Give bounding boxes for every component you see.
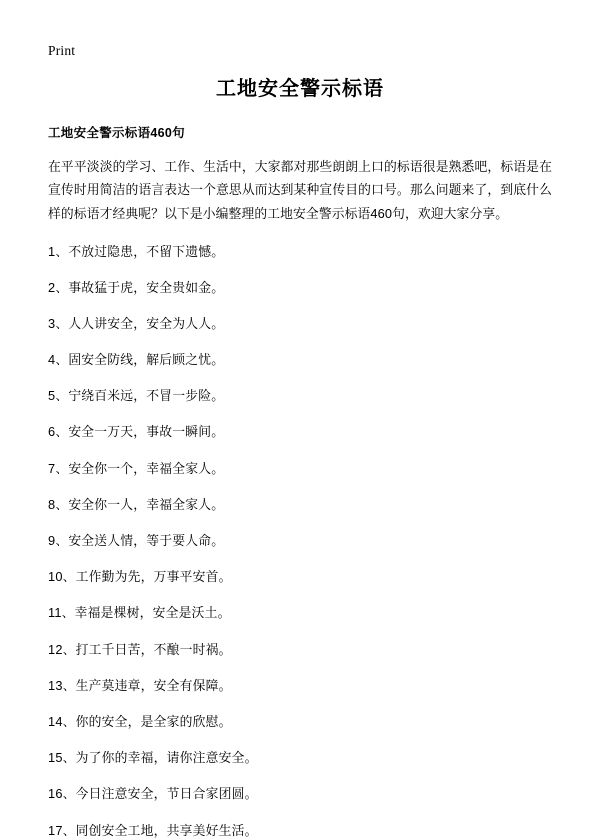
list-item: 14、你的安全，是全家的欣慰。: [48, 713, 232, 729]
print-button[interactable]: Print: [48, 43, 76, 58]
list-item: 1、不放过隐患，不留下遗憾。: [48, 243, 225, 259]
list-item: 9、安全送人情，等于要人命。: [48, 533, 225, 549]
list-item: 2、事故猛于虎，安全贵如金。: [48, 279, 225, 295]
list-item: 5、宁绕百米远，不冒一步险。: [48, 388, 225, 404]
list-item: 17、同创安全工地，共享美好生活。: [48, 822, 258, 838]
list-item: 7、安全你一个，幸福全家人。: [48, 460, 225, 476]
list-item: 6、安全一万天，事故一瞬间。: [48, 424, 225, 440]
list-item: 3、人人讲安全，安全为人人。: [48, 315, 225, 331]
list-item: 16、今日注意安全，节日合家团圆。: [48, 786, 258, 802]
document-subtitle: 工地安全警示标语460句: [48, 125, 185, 140]
slogan-list: [48, 242, 552, 840]
list-item: 12、打工千日苦，不酿一时祸。: [48, 641, 232, 657]
list-item: 15、为了你的幸福，请你注意安全。: [48, 750, 258, 766]
list-item: 11、幸福是棵树，安全是沃土。: [48, 605, 231, 621]
page-title: 工地安全警示标语: [216, 77, 384, 100]
list-item: 13、生产莫违章，安全有保障。: [48, 677, 232, 693]
list-item: 8、安全你一人，幸福全家人。: [48, 496, 225, 512]
document-intro-paragraph: 在平平淡淡的学习、工作、生活中，大家都对那些朗朗上口的标语很是熟悉吧，标语是在宣传时用简洁的语言表达一个意思从而达到某种宣传目的口号。那么问题来了，到底什么样的标语才经典呢？以下是小编整理的工地安全警示标语460句，欢迎大家分享。: [48, 158, 552, 221]
list-item: 4、固安全防线，解后顾之忧。: [48, 352, 225, 368]
list-item: 10、工作勤为先，万事平安首。: [48, 569, 232, 585]
